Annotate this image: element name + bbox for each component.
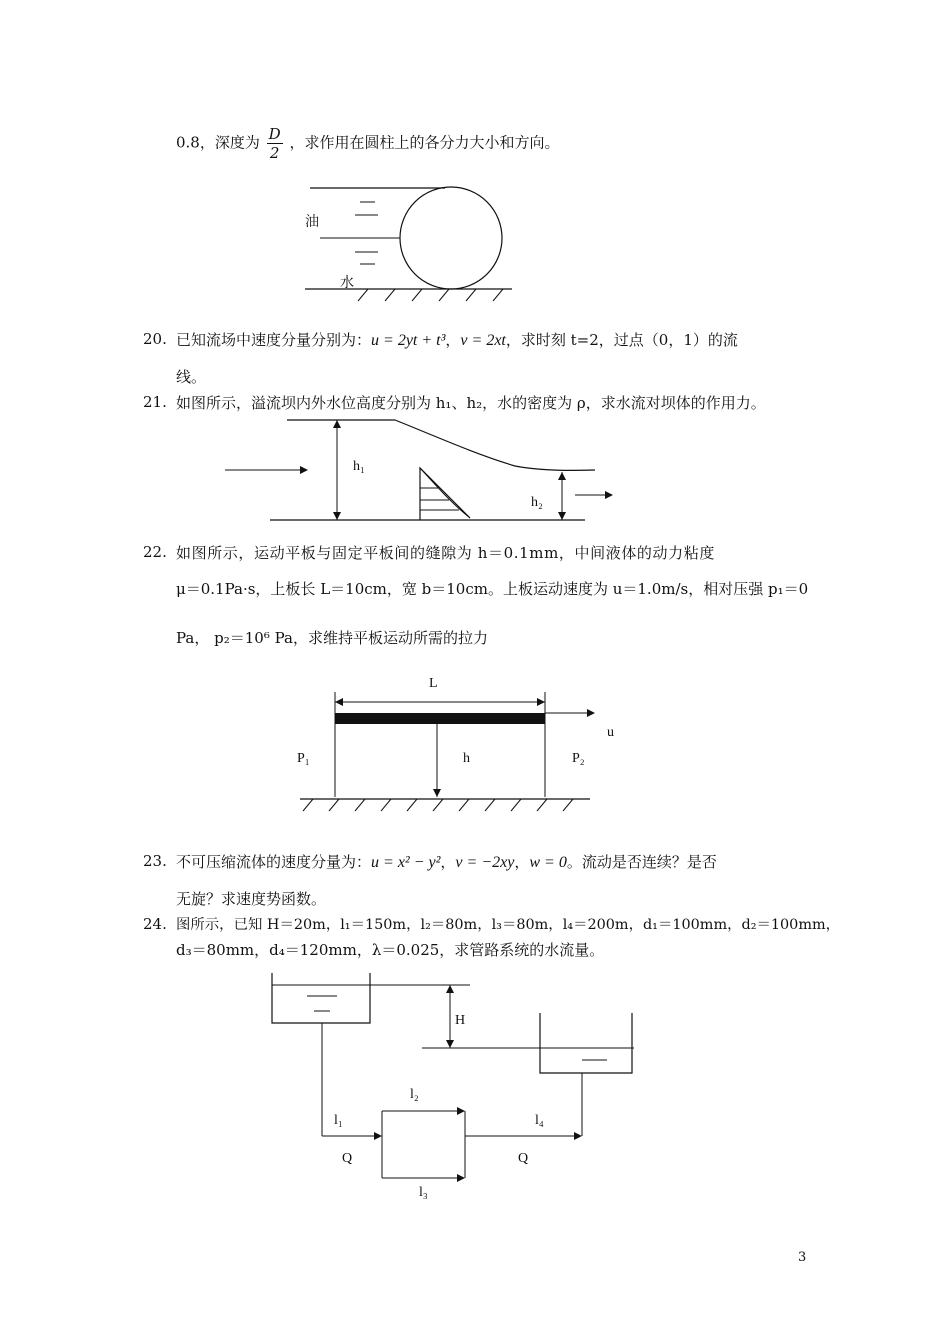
q22-line2: μ＝0.1Pa·s，上板长 L＝10cm，宽 b＝10cm。上板运动速度为 u＝1.0m/s，相对压强 p₁＝0 — [176, 580, 809, 598]
cylinder-figure — [300, 180, 520, 310]
l3-label: l₃ — [419, 1185, 428, 1200]
p2-label: P₂ — [572, 751, 585, 766]
page-number: 3 — [798, 1250, 807, 1265]
dam-figure — [225, 414, 625, 526]
water-label: 水 — [340, 276, 354, 291]
fraction-d-over-2: $\frac{D}{2}$ — [268, 125, 281, 162]
q23-number: 23. — [143, 852, 167, 870]
h2-label: h₂ — [531, 495, 543, 510]
l1-label: l₁ — [334, 1113, 343, 1128]
q21-text: 如图所示，溢流坝内外水位高度分别为 h₁、h₂，水的密度为 ρ，求水流对坝体的作用力。 — [176, 394, 766, 412]
q22-number: 22. — [143, 543, 167, 561]
q24-number: 24. — [143, 915, 167, 933]
q20-eq-v: v = 2xt — [460, 332, 506, 349]
q22-line1: 如图所示，运动平板与固定平板间的缝隙为 h＝0.1mm，中间液体的动力粘度 — [176, 544, 715, 562]
q23-line1: 不可压缩流体的速度分量为：u = x² − y²，v = −2xy，w = 0。流动是否连续？是否 — [176, 853, 717, 871]
pipe-figure — [262, 968, 652, 1208]
head-label: H — [455, 1013, 466, 1028]
q20-line2: 线。 — [176, 368, 207, 386]
q23-line2: 无旋？求速度势函数。 — [176, 890, 327, 908]
q24-line1: 图所示，已知 H＝20m，l₁＝150m，l₂＝80m，l₃＝80m，l₄＝200m，d₁＝100mm，d₂＝100mm， — [176, 917, 841, 933]
plate-figure — [295, 672, 625, 817]
q23-eq-u: u = x² − y² — [371, 854, 441, 871]
gap-label: h — [463, 751, 470, 766]
q23-eq-v: v = −2xy — [455, 854, 515, 871]
velocity-label: u — [607, 725, 614, 740]
q20-line1: 已知流场中速度分量分别为：u = 2yt + t³，v = 2xt，求时刻 t=2，过点（0，1）的流 — [176, 331, 738, 349]
p1-label: P₁ — [297, 751, 310, 766]
q22-line3: Pa， p₂＝10⁶ Pa，求维持平板运动所需的拉力 — [176, 629, 488, 647]
q19-text: 0.8，深度为 $\frac{D}{2}$ ，求作用在圆柱上的各分力大小和方向。 — [176, 125, 560, 162]
h1-label: h₁ — [353, 459, 365, 474]
q20-eq-u: u = 2yt + t³ — [371, 332, 446, 349]
oil-label: 油 — [305, 215, 319, 230]
length-label: L — [429, 676, 438, 691]
l4-label: l₄ — [535, 1113, 544, 1128]
q24-line2: d₃＝80mm，d₄＝120mm，λ＝0.025，求管路系统的水流量。 — [176, 941, 605, 959]
q23-eq-w: w = 0 — [529, 854, 567, 871]
flow-q-left-label: Q — [342, 1151, 353, 1166]
l2-label: l₂ — [410, 1087, 419, 1102]
flow-q-right-label: Q — [518, 1151, 529, 1166]
q20-number: 20. — [143, 330, 167, 348]
q21-number: 21. — [143, 393, 167, 411]
